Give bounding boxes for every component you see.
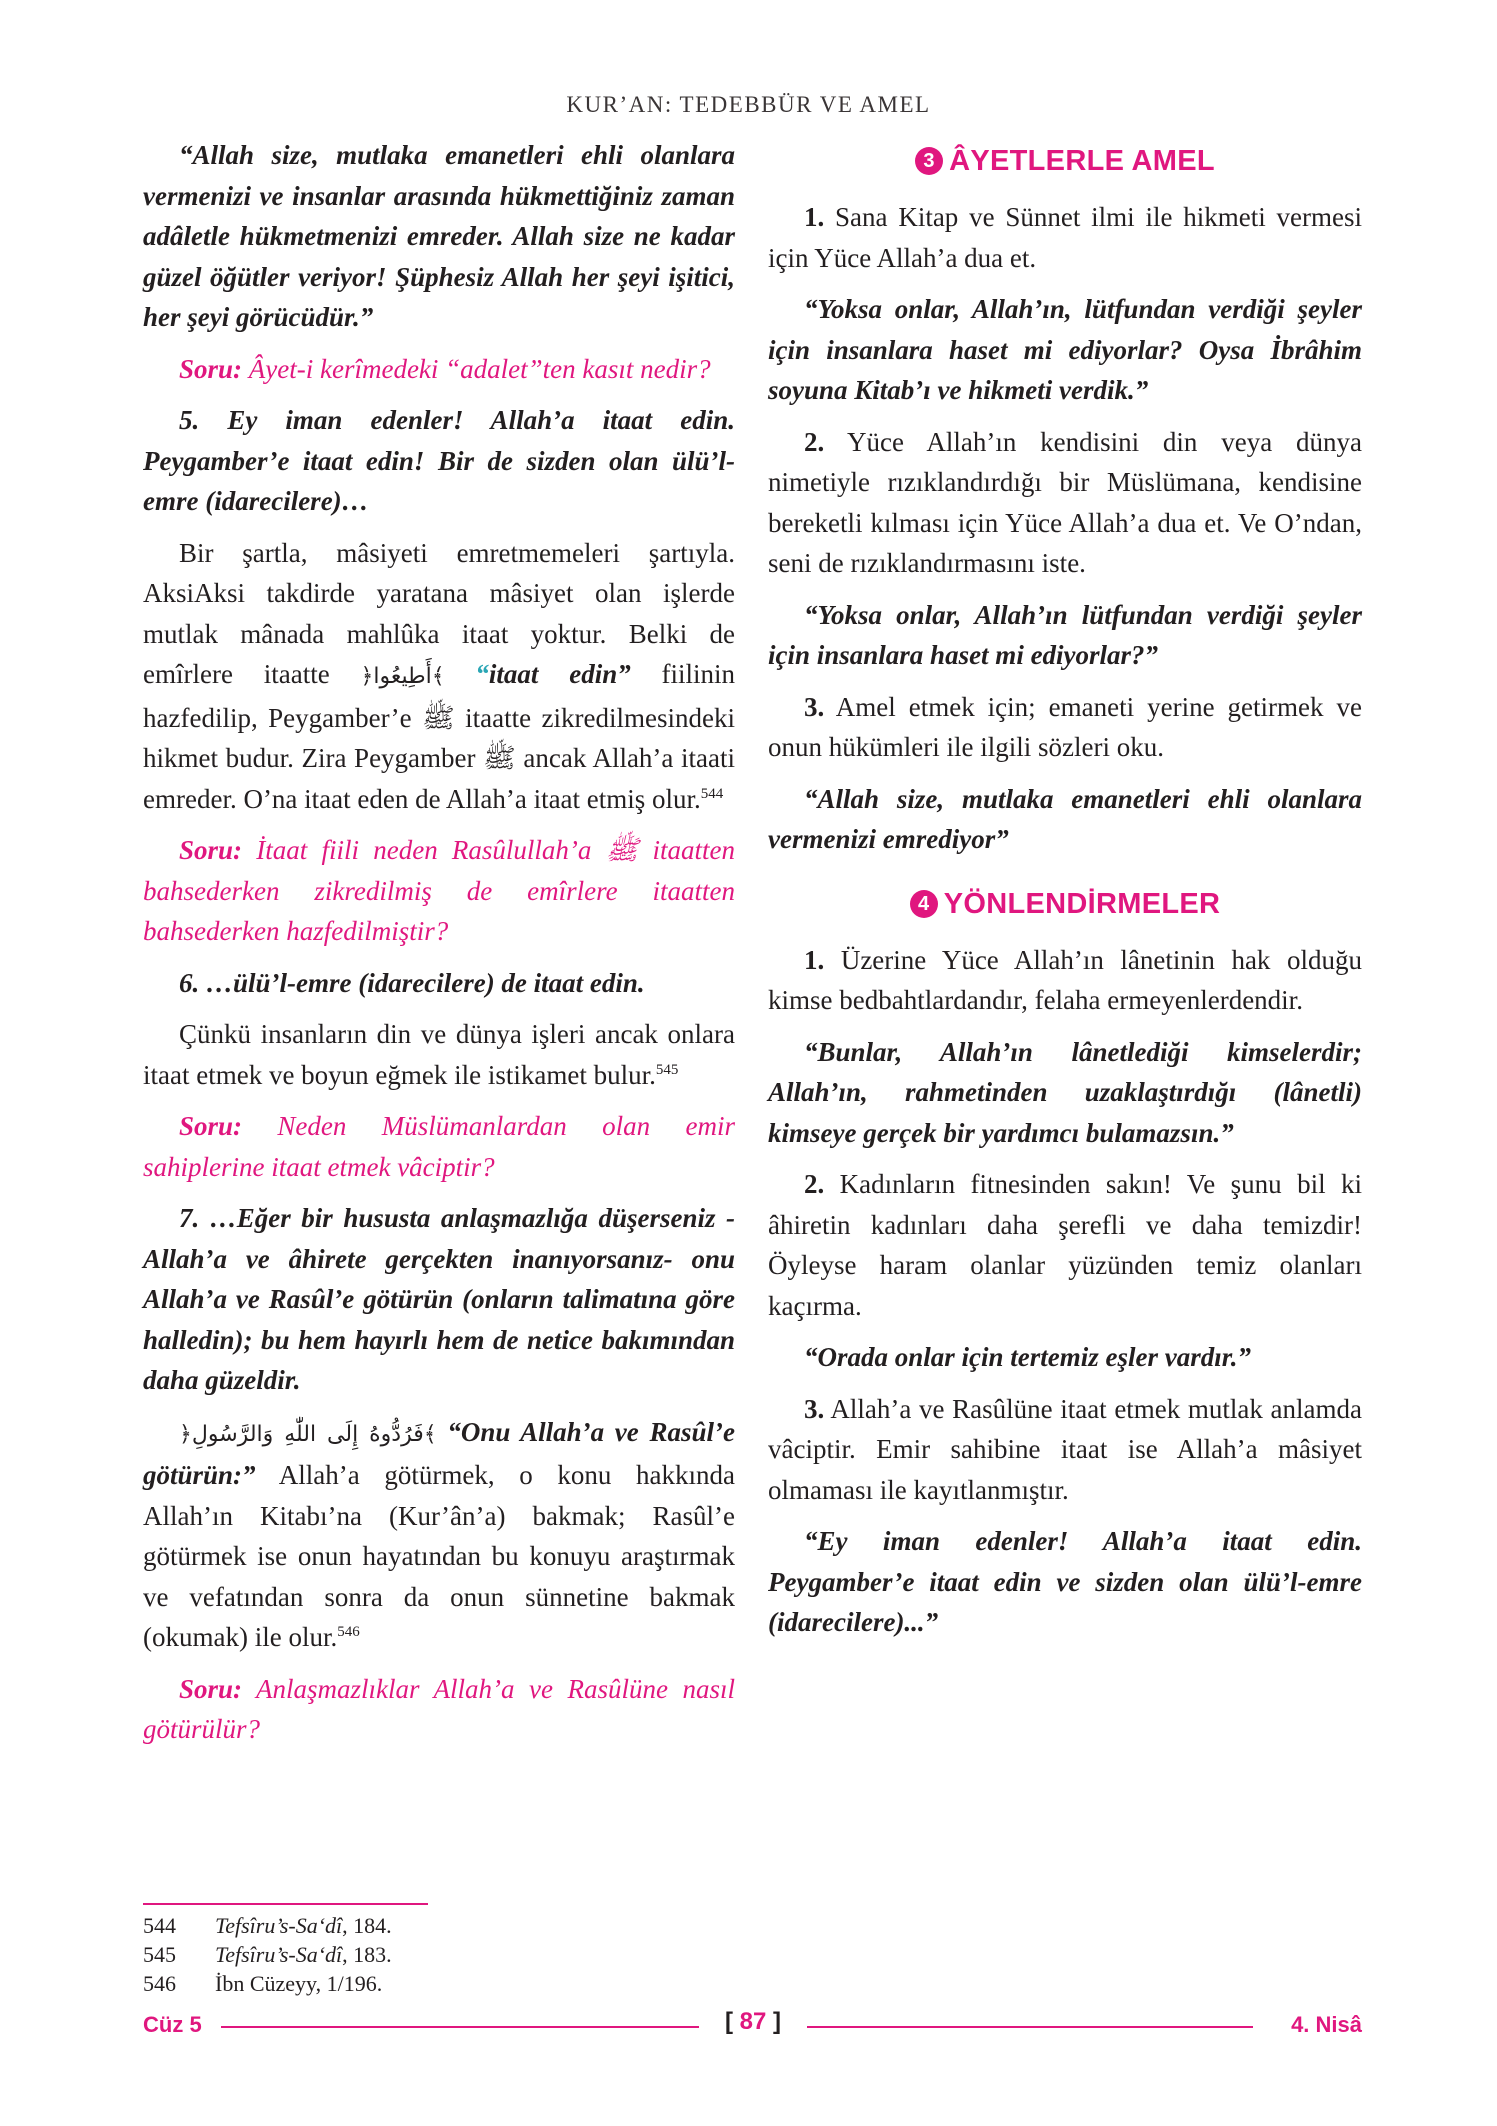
verse-heading: 6. …ülü’l-emre (idarecilere) de itaat edin.: [179, 967, 645, 998]
item-number: 1.: [804, 944, 825, 975]
footnote-ref[interactable]: 545: [655, 1061, 679, 1078]
arabic-term: ﴿فَرُدُّوهُ إِلَى اللّٰهِ وَالرَّسُولِ﴾: [179, 1421, 437, 1447]
footnote-text: , 184.: [342, 1913, 392, 1938]
list-item: [768, 1164, 1362, 1326]
left-column: [143, 135, 735, 1761]
verse-quote: “Bunlar, Allah’ın lânetlediği kimselerdir; Allah’ın, rahmetinden uzaklaştırdığı (lânetli) kimseye gerçek bir yardımcı bulamazsın.”: [768, 1036, 1362, 1148]
list-item: [768, 197, 1362, 278]
term: “Onu Allah’a ve Rasûl’e götürün:”: [143, 1416, 735, 1490]
verse-quote: “Yoksa onlar, Allah’ın lütfundan verdiği şeyler için insanlara haset mi ediyorlar?”: [768, 599, 1362, 670]
verse-heading: 5. Ey iman edenler! Allah’a itaat edin. Peygamber’e itaat edin! Bir de sizden olan ülü’l-emre (idarecilere)…: [143, 405, 735, 516]
section-title: ÂYETLERLE AMEL: [949, 145, 1215, 177]
footnote: [143, 1969, 392, 1998]
footnote-ref[interactable]: 544: [700, 785, 724, 802]
bracket: ]: [766, 2008, 782, 2035]
question: [143, 830, 735, 952]
quote-mark: “: [444, 659, 489, 689]
verse-quote: “Ey iman edenler! Allah’a itaat edin. Peygamber’e itaat edin ve sizden olan ülü’l-emre (idarecilere)...”: [768, 1526, 1362, 1637]
list-item: [768, 1389, 1362, 1511]
list-item: [768, 687, 1362, 768]
question: [143, 1669, 735, 1750]
item-text: Amel etmek için; emaneti yerine getirmek ve onun hükümleri ile ilgili sözleri oku.: [768, 691, 1362, 762]
footnote-number: 546: [143, 1971, 176, 1996]
item-number: 3.: [804, 691, 825, 722]
verse-quote: “Yoksa onlar, Allah’ın, lütfundan verdiği şeyler için insanlara haset mi ediyorlar? Oysa İbrâhim soyuna Kitab’ı ve hikmeti verdik.”: [768, 294, 1362, 405]
footnote: [143, 1911, 392, 1940]
paragraph-text: Allah’a götürmek, o konu hakkında Allah’ın Kitabı’na (Kur’ân’a) bakmak; Rasûl’e götürmek ise onun hayatından bu konuyu araştırmak ve vefatından sonra da onun sünnetine bakmak (okumak) ile olur.: [143, 1460, 735, 1652]
list-item: [768, 422, 1362, 584]
question: [143, 1106, 735, 1187]
paragraph: [143, 533, 735, 820]
verse-quote: “Orada onlar için tertemiz eşler vardır.”: [804, 1342, 1252, 1372]
footnote-ref[interactable]: 546: [337, 1624, 360, 1640]
item-text: Üzerine Yüce Allah’ın lânetinin hak olduğu kimse bedbahtlardandır, felaha ermeyenlerdendir.: [768, 944, 1362, 1015]
item-text: Allah’a ve Rasûlüne itaat etmek mutlak anlamda vâciptir. Emir sahibine itaat ise Allah’a mâsiyet olmaması ile kayıtlanmıştır.: [768, 1393, 1362, 1505]
section-heading-yonlendirmeler: [768, 882, 1362, 926]
running-title: KUR’AN: TEDEBBÜR VE AMEL: [566, 92, 931, 117]
footnote-rule: [143, 1903, 428, 1905]
footnote-text: İbn Cüzeyy, 1/196.: [215, 1971, 383, 1996]
paragraph-text: Çünkü insanların din ve dünya işleri ancak onlara itaat etmek ve boyun eğmek ile istikamet bulur.: [143, 1019, 735, 1090]
question-text: Âyet-i kerîmedeki “adalet”ten kasıt nedir?: [242, 353, 711, 384]
question-text: İtaat fiili neden Rasûlullah’a ﷺ itaatten bahsederken zikredilmiş de emîrlere itaatten bahsederken hazfedilmiştir?: [143, 835, 736, 946]
footnotes: [143, 1911, 392, 1998]
section-number-badge: 3: [915, 147, 943, 175]
item-text: Kadınların fitnesinden sakın! Ve şunu bil ki âhiretin kadınları daha şerefli ve daha temizdir! Öyleyse haram olanlar yüzünden temiz olanları kaçırma.: [768, 1169, 1362, 1321]
paragraph: [143, 1014, 735, 1095]
item-number: 3.: [804, 1393, 825, 1424]
question: [143, 349, 735, 390]
footer-rule-left: [221, 2026, 699, 2028]
question-text: Anlaşmazlıklar Allah’a ve Rasûlüne nasıl götürülür?: [143, 1673, 735, 1744]
footer-rule-right: [807, 2026, 1253, 2028]
paragraph-text: Bir şartla, mâsiyeti emretmemeleri şartıyla. AksiAksi takdirde yaratana mâsiyet olan işlerde mutlak mânada mahlûka itaat yoktur. Belki de emîrlere itaatte: [143, 537, 735, 689]
page-number-value: 87: [739, 2008, 767, 2035]
question-label: Soru:: [179, 353, 243, 384]
arabic-term: ﴿أَطِيعُوا﴾: [360, 664, 445, 689]
footnote-text: , 183.: [342, 1942, 392, 1967]
list-item: [768, 940, 1362, 1021]
paragraph-text: fiilinin hazfedilip, Peygamber’e ﷺ itaatte zikredilmesindeki hikmet budur. Zira Peygamber ﷺ ancak Allah’a itaati emreder. O’na itaat eden de Allah’a itaat etmiş olur.: [143, 659, 736, 814]
footnote: [143, 1940, 392, 1969]
footnote-number: 544: [143, 1913, 176, 1938]
question-label: Soru:: [179, 1111, 243, 1141]
footnote-source: Tefsîru’s-Sa‘dî: [215, 1942, 343, 1967]
item-number: 2.: [804, 1169, 825, 1199]
item-text: Sana Kitap ve Sünnet ilmi ile hikmeti vermesi için Yüce Allah’a dua et.: [768, 202, 1362, 273]
section-title: YÖNLENDİRMELER: [943, 887, 1221, 920]
section-heading-ayetlerle-amel: [768, 139, 1362, 183]
footnote-source: Tefsîru’s-Sa‘dî: [215, 1913, 343, 1938]
footnote-number: 545: [143, 1942, 176, 1967]
item-text: Yüce Allah’ın kendisini din veya dünya nimetiyle rızıklandırdığı bir Müslümana, kendisine bereketli kılması için Yüce Allah’a dua et. Ve O’ndan, seni de rızıklandırmasını iste.: [768, 426, 1362, 578]
question-text: Neden Müslümanlardan olan emir sahiplerine itaat etmek vâciptir?: [143, 1111, 735, 1182]
bracket: [: [724, 2008, 740, 2035]
verse-quote: “Allah size, mutlaka emanetleri ehli olanlara vermenizi emrediyor”: [768, 783, 1362, 854]
juz-label: Cüz 5: [143, 2012, 202, 2037]
question-label: Soru:: [179, 835, 243, 865]
item-number: 1.: [804, 202, 825, 232]
question-label: Soru:: [179, 1673, 243, 1704]
section-number-badge: 4: [910, 890, 938, 918]
verse-heading: 7. …Eğer bir hususta anlaşmazlığa düşerseniz -Allah’a ve âhirete gerçekten inanıyorsanız- onu Allah’a ve Rasûl’e götürün (onların talimatına göre halledin); bu hem hayırlı hem de netice bakımından daha güzeldir.: [143, 1203, 735, 1395]
page-number: [713, 2008, 793, 2036]
verse-quote: “Allah size, mutlaka emanetleri ehli olanlara vermenizi ve insanlar arasında hükmettiğiniz zaman adâletle hükmetmenizi emreder. Allah size ne kadar güzel öğütler veriyor! Şüphesiz Allah her şeyi işitici, her şeyi görücüdür.”: [143, 140, 735, 332]
page-footer: [143, 2008, 1362, 2042]
paragraph: [143, 1412, 735, 1658]
right-column: [768, 135, 1362, 1654]
term: itaat edin”: [488, 659, 631, 689]
item-number: 2.: [804, 426, 825, 457]
surah-label: 4. Nisâ: [1291, 2012, 1362, 2037]
